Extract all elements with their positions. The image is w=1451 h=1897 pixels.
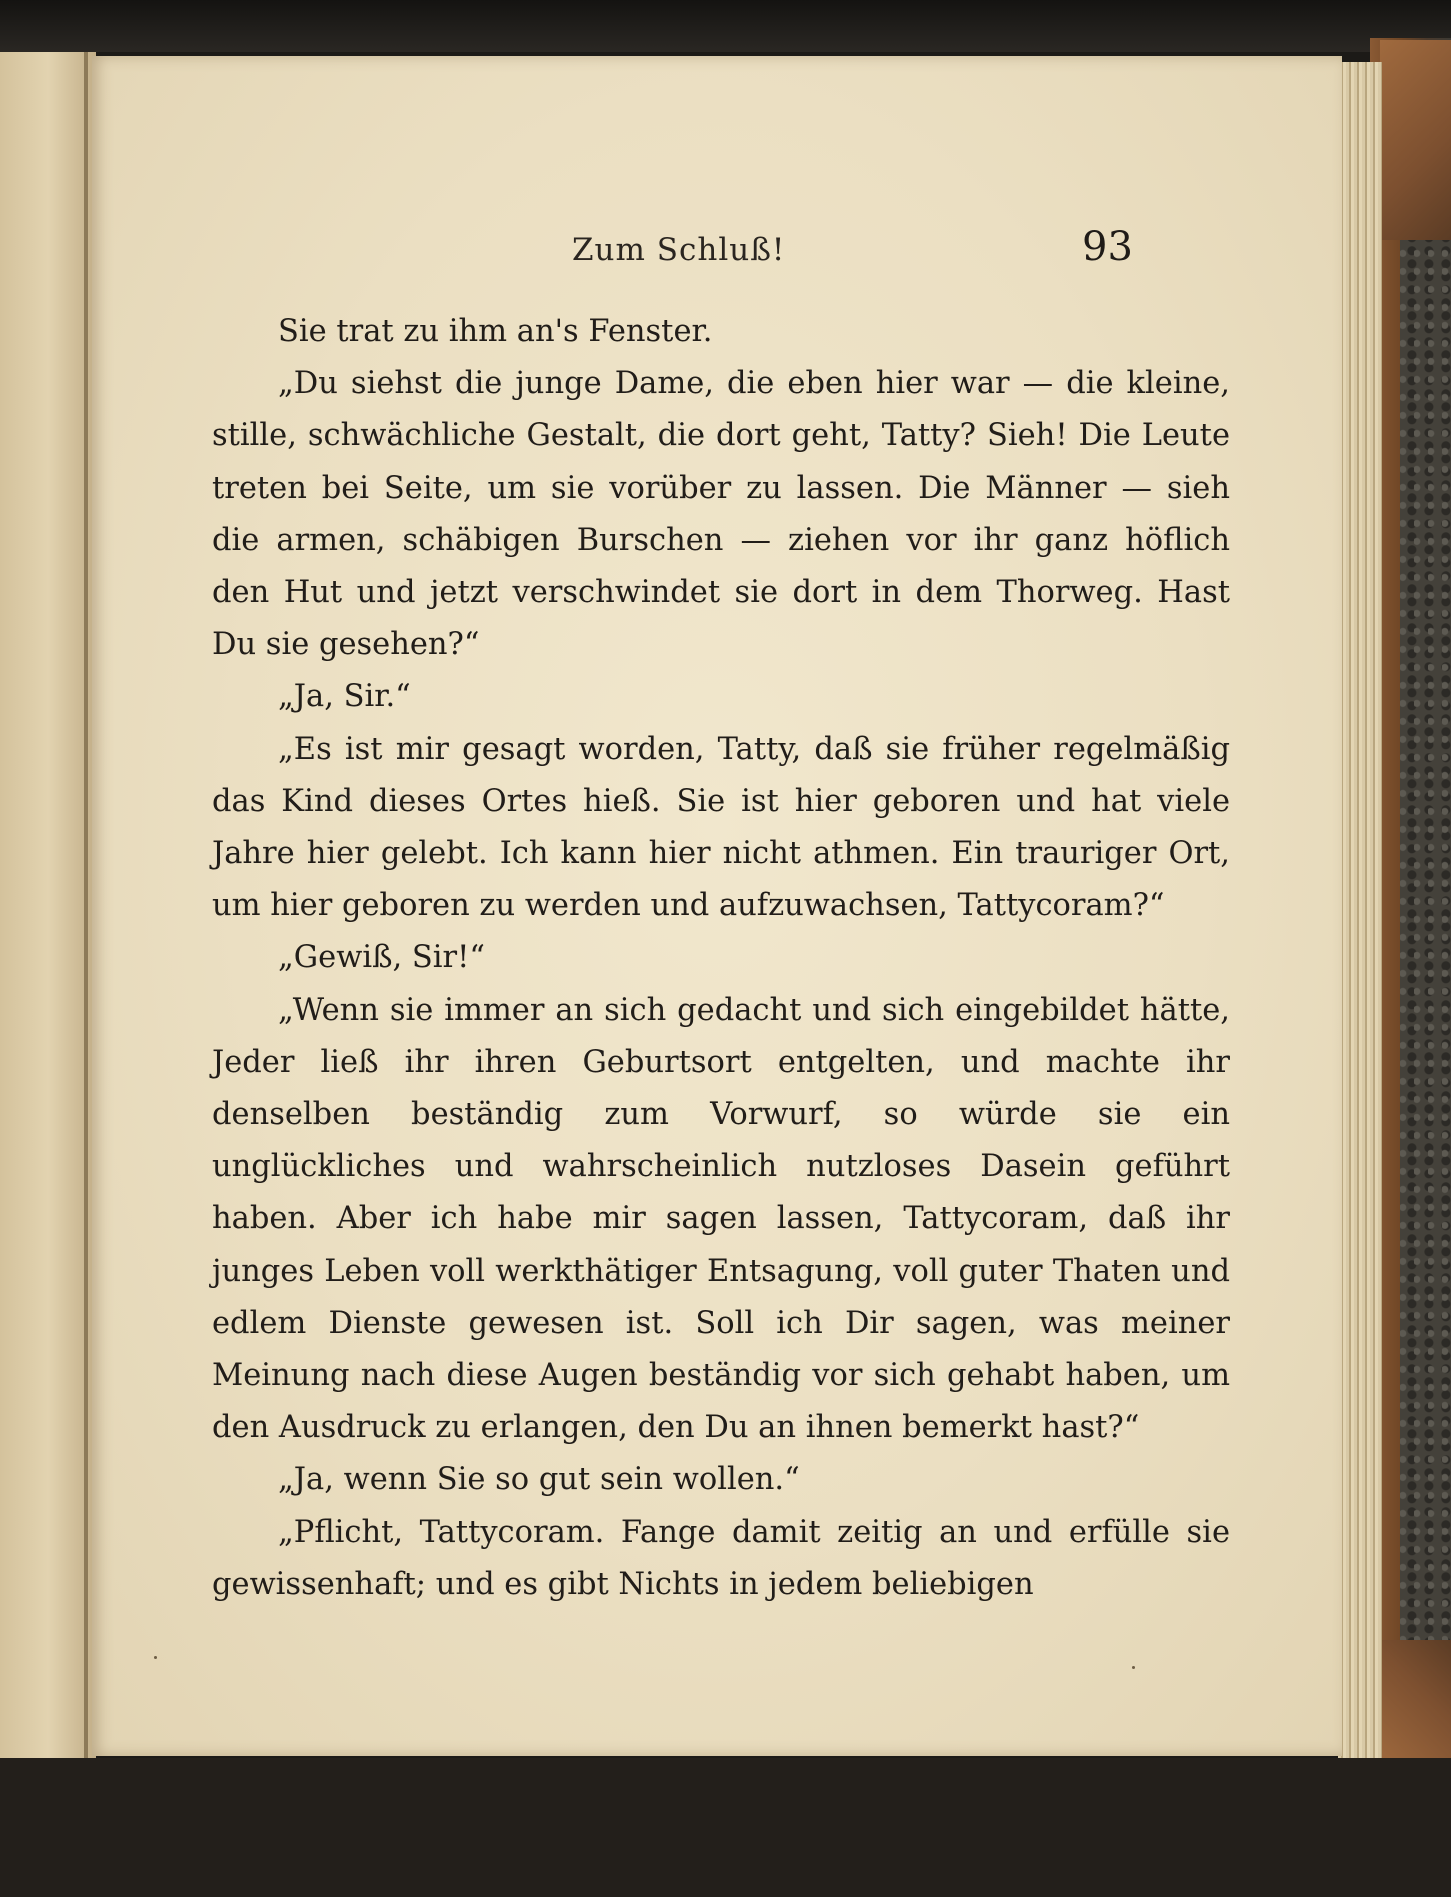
- page-edge-stack: [1338, 62, 1382, 1762]
- paragraph: Sie trat zu ihm an's Fenster.: [278, 314, 713, 349]
- paragraph: „Gewiß, Sir!“: [278, 940, 485, 976]
- scan-background-top: [0, 0, 1451, 52]
- facing-page-edge: [0, 52, 96, 1762]
- book-gutter: [84, 52, 88, 1762]
- scan-background-bottom: [0, 1758, 1451, 1897]
- paragraph: „Ja, wenn Sie so gut sein wollen.“: [278, 1462, 800, 1498]
- page-header: [92, 224, 1342, 272]
- leather-corner-top: [1380, 40, 1451, 240]
- paragraph: „Pflicht, Tattycoram. Fange damit zeitig an und erfülle sie gewissenhaft; und es gibt Nichts in jedem beliebigen: [212, 1514, 1230, 1602]
- paragraph: „Du siehst die junge Dame, die eben hier war — die kleine, stille, schwächliche Gestalt, die dort geht, Tatty? Sieh! Die Leute treten bei Seite, um sie vorüber zu lassen. Die Männer — sieh die armen, schäbigen Burschen — ziehen vor ihr ganz höflich den Hut und jetzt verschwindet sie dort in dem Thorweg. Hast Du sie gesehen?“: [212, 366, 1230, 663]
- paper-speck: [1132, 1666, 1135, 1669]
- paragraph: „Ja, Sir.“: [278, 679, 411, 715]
- leather-corner-bottom: [1380, 1640, 1451, 1770]
- paper-speck: [154, 1656, 157, 1659]
- page-number: 93: [1082, 224, 1133, 270]
- paragraph: „Wenn sie immer an sich gedacht und sich eingebildet hätte, Jeder ließ ihr ihren Geburtsort entgelten, und machte ihr denselben beständig zum Vorwurf, so würde sie ein unglückliches und wahrscheinlich nutzloses Dasein geführt haben. Aber ich habe mir sagen lassen, Tattycoram, daß ihr junges Leben voll werkthätiger Entsagung, voll guter Thaten und edlem Dienste gewesen ist. Soll ich Dir sagen, was meiner Meinung nach diese Augen beständig vor sich gehabt haben, um den Ausdruck zu erlangen, den Du an ihnen bemerkt hast?“: [212, 992, 1230, 1446]
- paragraph: „Es ist mir gesagt worden, Tatty, daß sie früher regelmäßig das Kind dieses Ortes hieß. Sie ist hier geboren und hat viele Jahre hier gelebt. Ich kann hier nicht athmen. Ein trauriger Ort, um hier geboren zu werden und aufzuwachsen, Tattycoram?“: [212, 731, 1230, 924]
- marbled-cover-paper: [1400, 230, 1451, 1710]
- book-page: [92, 56, 1342, 1756]
- running-title: Zum Schluß!: [572, 232, 786, 268]
- body-text: [212, 306, 1230, 1611]
